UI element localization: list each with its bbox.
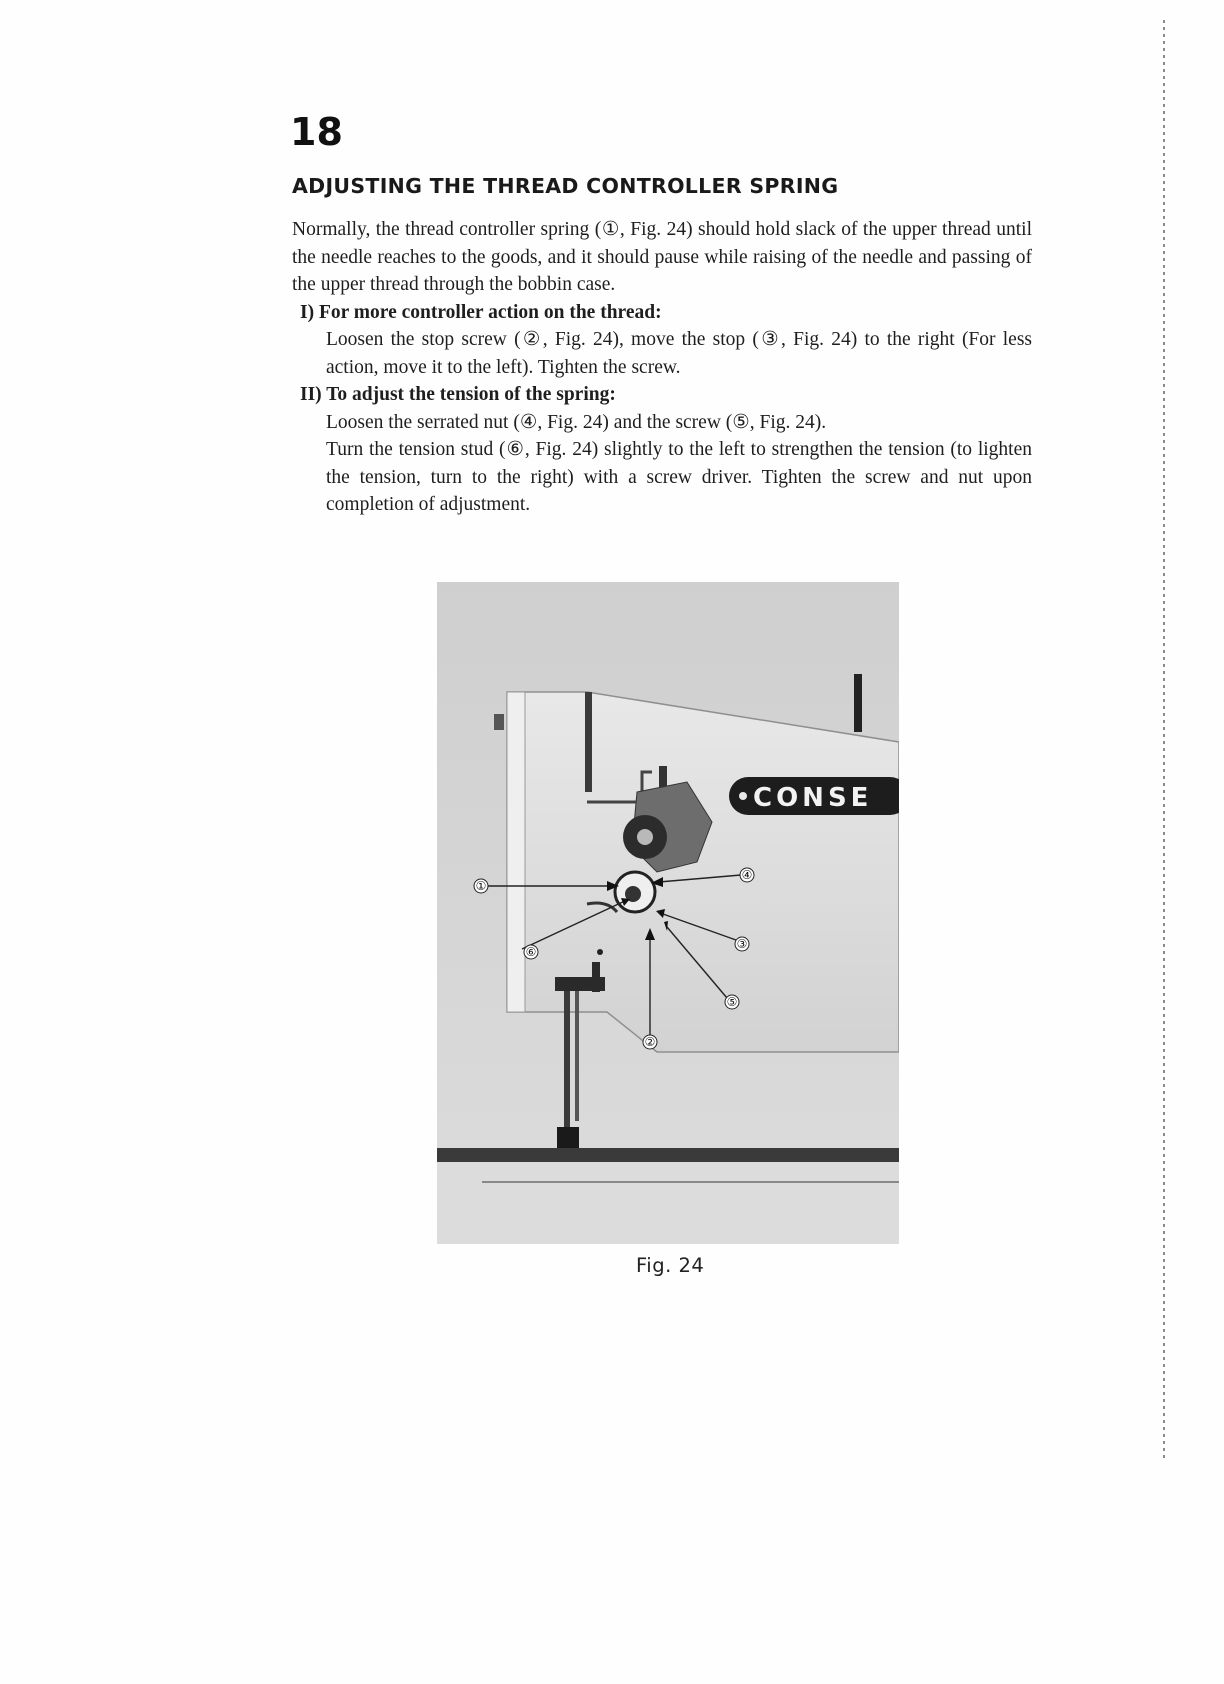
intro-paragraph: Normally, the thread controller spring (①, Fig. 24) should hold slack of the upper thread until the needle reaches to the goods, and it should pause while raising of the needle and passing of the upper thread through the bobbin case. — [292, 219, 1032, 295]
brand-dot — [739, 792, 747, 800]
page-number: 18 — [290, 110, 343, 154]
page-edge-line — [1163, 20, 1165, 1460]
take-up-lever — [585, 692, 592, 792]
callout-1: ① — [475, 879, 487, 893]
brand-text: CONSE — [753, 783, 873, 813]
callout-5: ⑤ — [726, 995, 738, 1009]
callout-3: ③ — [736, 937, 748, 951]
tension-dial-center — [637, 829, 653, 845]
body-text — [292, 216, 1032, 519]
needle-clamp-screw — [592, 962, 600, 992]
presser-foot — [557, 1127, 579, 1151]
section-heading: ADJUSTING THE THREAD CONTROLLER SPRING — [292, 174, 839, 198]
needle-bar — [575, 991, 579, 1121]
step-2-line-2: Turn the tension stud (⑥, Fig. 24) slightly to the left to strengthen the tension (to lighten the tension, turn to the right) with a screw driver. Tighten the screw and nut upon completion of adjustment. — [326, 439, 1032, 515]
spool-pin — [854, 674, 862, 732]
callout-2: ② — [644, 1035, 656, 1049]
figure-caption: Fig. 24 — [636, 1254, 705, 1277]
step-2-line-1: Loosen the serrated nut (④, Fig. 24) and the screw (⑤, Fig. 24). — [326, 411, 827, 433]
table-surface — [437, 1162, 899, 1244]
sewing-machine-illustration — [437, 582, 899, 1244]
step-1-title: I) For more controller action on the thread: — [300, 301, 662, 323]
machine-bed — [437, 1148, 899, 1162]
step-1-line: Loosen the stop screw (②, Fig. 24), move the stop (③, Fig. 24) to the right (For less action, move it to the left). Tighten the screw. — [326, 329, 1032, 378]
callout-6: ⑥ — [525, 945, 537, 959]
step-2-title: II) To adjust the tension of the spring: — [300, 384, 616, 405]
figure-24-photo — [437, 582, 899, 1244]
side-screw — [494, 714, 504, 730]
callout-4: ④ — [741, 868, 753, 882]
screw-hole — [597, 949, 603, 955]
machine-face-plate — [507, 692, 525, 1012]
presser-bar — [564, 991, 570, 1141]
